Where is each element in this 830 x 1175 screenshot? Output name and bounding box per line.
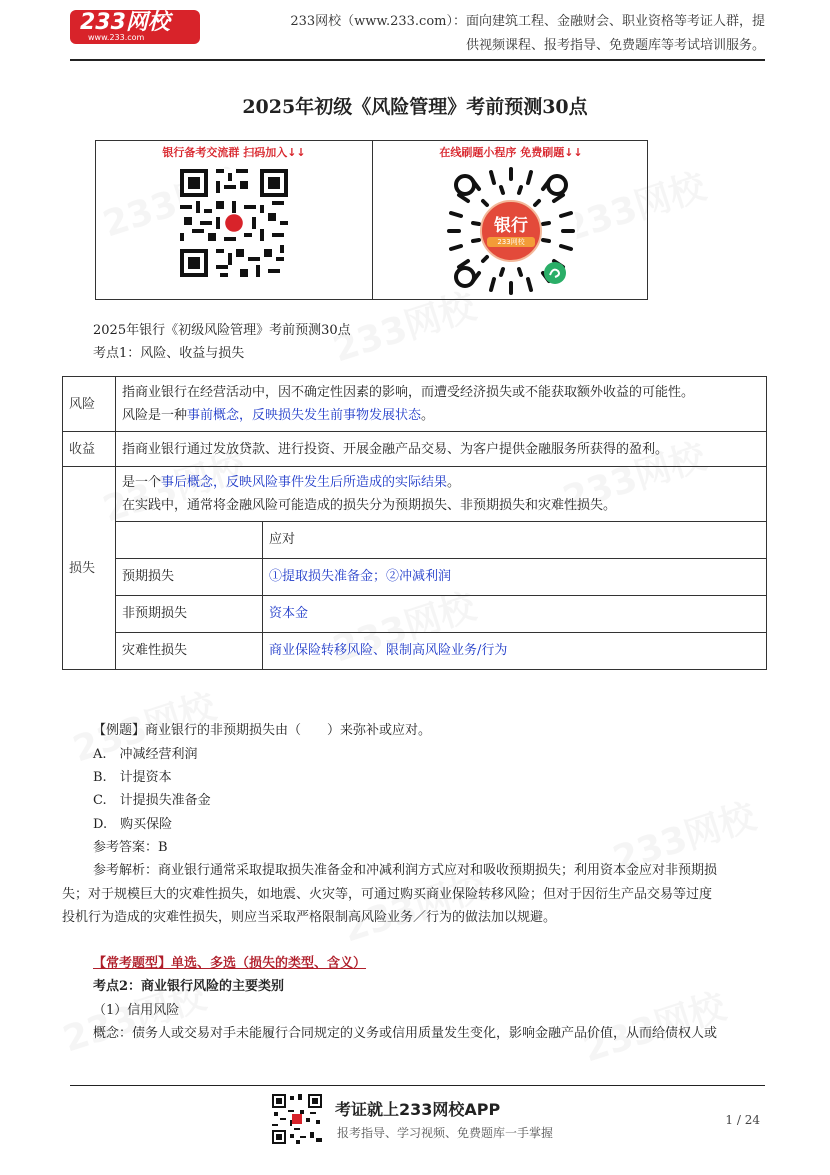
brand-logo[interactable] (70, 10, 200, 44)
mini-program-code[interactable] (443, 163, 579, 299)
point-1-heading: 考点1：风险、收益与损失 (93, 346, 245, 361)
example-question: 【例题】商业银行的非预期损失由（ ）来弥补或应对。 (93, 723, 432, 738)
risk-definition (116, 377, 767, 432)
credit-risk-concept: 概念：债务人或交易对手未能履行合同规定的义务或信用质量发生变化，影响金融产品价值，从而给债权人或 (93, 1026, 718, 1041)
risk-label: 风险 (63, 377, 116, 432)
loss-line-2: 在实践中，通常将金融风险可能造成的损失分为预期损失、非预期损失和灾难性损失。 (122, 498, 617, 513)
loss-definition (116, 467, 767, 670)
logo-url: www.233.com (88, 33, 145, 42)
page-title: 2025年初级《风险管理》考前预测30点 (242, 96, 588, 118)
group-qr-code-icon[interactable] (180, 169, 288, 277)
reference-answer: 参考答案：B (93, 840, 168, 855)
option-d: D. 购买保险 (93, 817, 173, 832)
page-number: 1 / 24 (725, 1113, 760, 1127)
risk-line-2-highlight: 事前概念，反映损失发生前事物发展状态 (187, 408, 422, 423)
qr-divider (372, 141, 373, 299)
header-divider (70, 59, 765, 61)
app-subtitle: 报考指导、学习视频、免费题库一手掌握 (337, 1126, 554, 1140)
qr-left-caption: 银行备考交流群 扫码加入↓↓ (162, 146, 306, 159)
risk-table (62, 376, 767, 670)
loss-type-name: 灾难性损失 (116, 633, 263, 670)
point-2-heading: 考点2：商业银行风险的主要类别 (93, 979, 285, 994)
table-row (63, 377, 767, 432)
loss-line-1-prefix: 是一个 (122, 475, 162, 490)
mini-program-sub: 233网校 (487, 237, 535, 247)
loss-type-table (115, 521, 767, 670)
risk-line-1: 指商业银行在经营活动中，因不确定性因素的影响，而遭受经济损失或不能获取额外收益的可能性。 (122, 385, 695, 400)
credit-risk-heading: （1）信用风险 (93, 1003, 180, 1018)
table-row (116, 596, 767, 633)
header-line-2: 供视频课程、报考指导、免费题库等考试培训服务。 (465, 38, 765, 53)
risk-line-2 (122, 404, 760, 427)
loss-type-response: ①提取损失准备金；②冲减利润 (263, 559, 767, 596)
table-row (63, 467, 767, 670)
header-text (255, 10, 765, 58)
header-line-1: 233网校（www.233.com）：面向建筑工程、金融财会、职业资格等考证人群，提 (290, 14, 765, 29)
table-row (116, 559, 767, 596)
qr-section (95, 140, 648, 300)
inner-header: 应对 (263, 522, 767, 559)
loss-type-response: 资本金 (263, 596, 767, 633)
risk-line-2-suffix: 。 (421, 408, 435, 423)
analysis-line-2: 失；对于规模巨大的灾难性损失，如地震、火灾等，可通过购买商业保险转移风险；但对于因衍生产品交易等过度 (62, 887, 713, 902)
table-row (116, 522, 767, 559)
table-row (63, 432, 767, 467)
loss-type-response: 商业保险转移风险、限制高风险业务/行为 (263, 633, 767, 670)
income-label: 收益 (63, 432, 116, 467)
app-title: 考证就上233网校APP (335, 1100, 501, 1119)
loss-type-name: 预期损失 (116, 559, 263, 596)
risk-line-2-prefix: 风险是一种 (122, 408, 188, 423)
option-b: B. 计提资本 (93, 770, 172, 785)
table-row (116, 633, 767, 670)
logo-text: 233网校 (80, 10, 170, 35)
app-qr-code-icon[interactable] (272, 1094, 322, 1144)
section-subtitle: 2025年银行《初级风险管理》考前预测30点 (93, 323, 351, 338)
footer-divider (70, 1085, 765, 1086)
mini-program-label: 银行 (494, 216, 528, 236)
loss-label: 损失 (63, 467, 116, 670)
analysis-line-1: 参考解析：商业银行通常采取提取损失准备金和冲减利润方式应对和吸收预期损失；利用资本金应对非预期损 (93, 863, 718, 878)
inner-header-blank (116, 522, 263, 559)
income-definition: 指商业银行通过发放贷款、进行投资、开展金融产品交易、为客户提供金融服务所获得的盈利。 (116, 432, 767, 467)
qr-right-caption: 在线刷题小程序 免费刷题↓↓ (439, 146, 583, 159)
loss-line-1 (122, 471, 760, 494)
option-c: C. 计提损失准备金 (93, 793, 211, 808)
option-a: A. 冲减经营利润 (93, 747, 198, 762)
loss-type-name: 非预期损失 (116, 596, 263, 633)
analysis-line-3: 投机行为造成的灾难性损失，则应当采取严格限制高风险业务／行为的做法加以规避。 (62, 910, 557, 925)
common-question-type: 【常考题型】单选、多选（损失的类型、含义） (93, 956, 367, 971)
loss-line-1-highlight: 事后概念，反映风险事件发生后所造成的实际结果 (161, 475, 448, 490)
loss-text (116, 467, 766, 521)
loss-line-1-suffix: 。 (447, 475, 461, 490)
